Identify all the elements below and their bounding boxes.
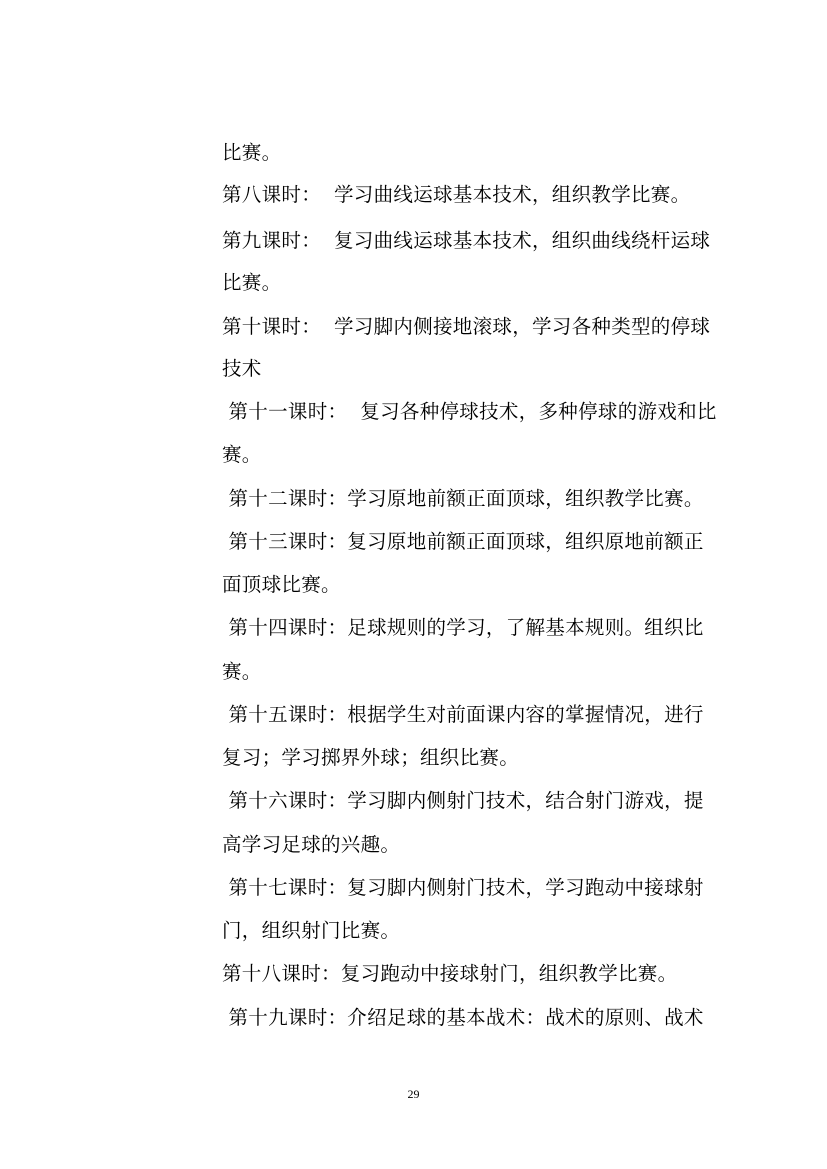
text-line: 赛。 [222,660,262,683]
text-line: 面顶球比赛。 [222,573,341,596]
text-line: 赛。 [222,443,262,466]
text-line: 第八课时： 学习曲线运球基本技术，组织教学比赛。 [222,183,691,206]
text-line: 第十一课时： 复习各种停球技术，多种停球的游戏和比 [222,400,717,423]
text-line: 第十六课时：学习脚内侧射门技术，结合射门游戏，提 [222,789,704,812]
text-line: 第十四课时：足球规则的学习，了解基本规则。组织比 [222,616,704,639]
text-line: 第十二课时：学习原地前额正面顶球，组织教学比赛。 [222,487,704,510]
text-line: 第十八课时：复习跑动中接球射门，组织教学比赛。 [222,962,678,985]
text-line: 复习；学习掷界外球；组织比赛。 [222,746,520,769]
text-line: 第十课时： 学习脚内侧接地滚球，学习各种类型的停球 [222,315,711,338]
text-line: 技术 [222,357,262,380]
text-line: 门，组织射门比赛。 [222,919,401,942]
text-line: 第十三课时：复习原地前额正面顶球，组织原地前额正 [222,530,704,553]
text-line: 第十五课时：根据学生对前面课内容的掌握情况，进行 [222,703,704,726]
text-line: 比赛。 [222,271,282,294]
text-line: 第十七课时：复习脚内侧射门技术，学习跑动中接球射 [222,876,704,899]
text-line: 高学习足球的兴趣。 [222,833,401,856]
text-line: 第十九课时：介绍足球的基本战术：战术的原则、战术 [222,1006,704,1029]
page-number: 29 [407,1087,420,1101]
text-line: 比赛。 [222,141,282,164]
text-line: 第九课时： 复习曲线运球基本技术，组织曲线绕杆运球 [222,229,711,252]
